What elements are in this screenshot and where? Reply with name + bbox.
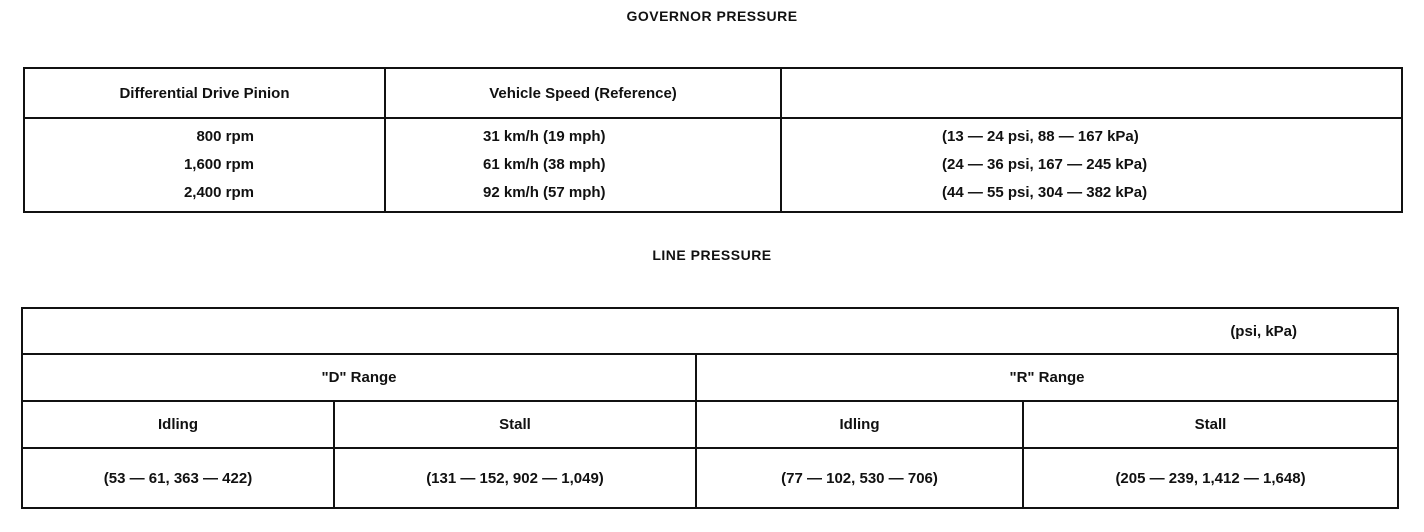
rpm-value: 800 rpm [196,128,254,145]
rpm-value: 1,600 rpm [183,156,254,173]
d-stall-value: (131 — 152, 902 — 1,049) [334,448,696,508]
speed-value: 31 km/h (19 mph) [483,128,606,145]
line-pressure-table [21,307,1399,509]
speed-value: 92 km/h (57 mph) [483,184,606,201]
d-range-header: "D" Range [22,354,696,401]
governor-values-row [24,118,1402,212]
pressure-value: (24 — 36 psi, 167 — 245 kPa) [942,156,1148,173]
header-differential-drive-pinion: Differential Drive Pinion [24,68,385,118]
unit-row [22,308,1398,354]
governor-pressure-title: GOVERNOR PRESSURE [626,8,798,24]
r-stall-value: (205 — 239, 1,412 — 1,648) [1023,448,1398,508]
pressure-column [781,118,1402,212]
d-idling-value: (53 — 61, 363 — 422) [22,448,334,508]
governor-header-row [24,68,1402,118]
speed-value: 61 km/h (38 mph) [483,156,606,173]
r-idling-header: Idling [696,401,1023,448]
header-vehicle-speed: Vehicle Speed (Reference) [385,68,781,118]
pressure-value: (13 — 24 psi, 88 — 167 kPa) [942,128,1139,145]
r-range-header: "R" Range [696,354,1398,401]
subheader-row [22,401,1398,448]
header-pressure [781,68,1402,118]
line-values-row [22,448,1398,508]
governor-pressure-table [23,67,1403,213]
unit-label: (psi, kPa) [22,308,1398,354]
speed-column [385,118,781,212]
d-idling-header: Idling [22,401,334,448]
line-pressure-title: LINE PRESSURE [652,247,772,263]
range-row [22,354,1398,401]
r-stall-header: Stall [1023,401,1398,448]
rpm-value: 2,400 rpm [183,184,254,201]
rpm-column [24,118,385,212]
pressure-value: (44 — 55 psi, 304 — 382 kPa) [942,184,1148,201]
r-idling-value: (77 — 102, 530 — 706) [696,448,1023,508]
d-stall-header: Stall [334,401,696,448]
